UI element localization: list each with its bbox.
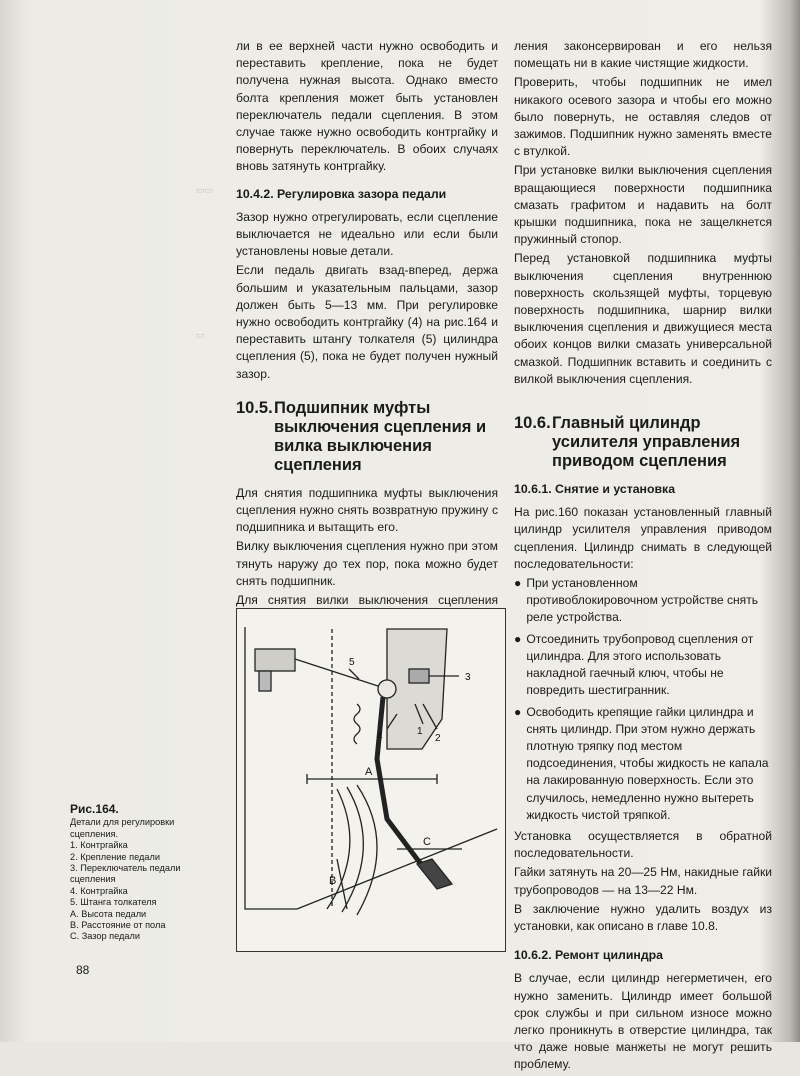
- caption-legend-item: 4. Контргайка: [70, 885, 128, 896]
- section-10-6-1-heading: 10.6.1. Снятие и установка: [514, 482, 676, 497]
- dimension-b: [337, 859, 347, 909]
- right-column: [514, 38, 772, 1076]
- label-c: C: [423, 836, 431, 848]
- label-b: B: [329, 875, 337, 887]
- paragraph: При установке вилки выключения сцепления вращающиеся поверхности подшипника смазать графитом и надавить на болт крышки подшипника, пока не защелкнется пружинный стопор.: [514, 163, 772, 247]
- bleed-through-mark: ▭: [196, 330, 205, 340]
- list-item-text: Отсоединить трубопровод сцепления от цилиндра. Для этого использовать накладной гаечный ключ, чтобы не повредить шестигранник.: [526, 631, 754, 698]
- section-10-4-2-heading: 10.4.2. Регулировка зазора педали: [236, 186, 447, 201]
- callout-1: 1: [417, 726, 423, 737]
- section-number: 10.6.: [514, 414, 551, 433]
- bullet-icon: ●: [514, 576, 522, 591]
- bullet-icon: ●: [514, 631, 522, 646]
- list-item: [514, 631, 772, 700]
- push-rod: [295, 659, 387, 689]
- intro-paragraph: ли в ее верхней части нужно освободить и переставить крепление, пока не будет получена нужная высота. Однако вместо болта крепления может быть установлен переключатель педали сцепления. В этом случае также нужно освободить контргайку и повернуть переключатель. В обоих случаях вновь затянуть контргайку.: [236, 39, 498, 174]
- pivot-bolt: [378, 680, 396, 698]
- paragraph: Установка осуществляется в обратной последовательности.: [514, 828, 772, 861]
- caption-legend-item: 1. Контргайка: [70, 840, 128, 851]
- list-item: [514, 704, 772, 824]
- caption-legend-item: C. Зазор педали: [70, 931, 141, 942]
- label-a: A: [365, 766, 373, 778]
- left-column: [236, 38, 498, 680]
- paragraph: Вилку выключения сцепления нужно при этом тянуть наружу до тех пор, пока можно будет снять подшипник.: [236, 539, 498, 588]
- paragraph: Для снятия подшипника муфты выключения сцепления нужно снять возвратную пружину с подшипника и вытащить его.: [236, 485, 498, 535]
- caption-legend-item: A. Высота педали: [70, 908, 147, 919]
- list-item-text: При установленном противоблокировочном устройстве снять реле устройства.: [526, 576, 759, 625]
- contour-line: [357, 785, 377, 915]
- list-item-text: Освободить крепящие гайки цилиндра и снять цилиндр. При этом нужно держать плотную тряпку под местом подсоединения, чтобы жидкость не капала на лакированную поверхность. Если это случилось, немедленно нужно вытереть жидкость чистой тряпкой.: [526, 704, 769, 822]
- section-number: 10.5.: [236, 398, 273, 417]
- paragraph: Проверить, чтобы подшипник не имел никакого осевого зазора и чтобы его можно было повернуть, не оставляя следов от зажимов. Подшипник нужно заменять вместе с втулкой.: [514, 75, 772, 159]
- figure-164-illustration: [236, 608, 506, 952]
- callout-3: 3: [465, 672, 471, 683]
- callout-4: 4: [377, 731, 383, 742]
- caption-legend-item: 2. Крепление педали: [70, 851, 160, 862]
- pedal-pad: [417, 859, 452, 889]
- callout-2: 2: [435, 733, 441, 744]
- paragraph: Если педаль двигать взад-вперед, держа большим и указательным пальцами, зазор должен быть 5—13 мм. При регулировке нужно освободить контргайку (4) на рис.164 и переставить штангу толкателя (5) цилиндра сцепления (5), пока не будет получен нужный зазор.: [236, 263, 498, 381]
- section-10-5-heading: [236, 399, 498, 475]
- paragraph: На рис.160 показан установленный главный цилиндр усилителя управления приводом сцепления. Цилиндр снимать в следующей последовательности:: [514, 505, 772, 571]
- callout-5: 5: [349, 657, 355, 668]
- caption-subtitle: Детали для регулировки сцепления.: [70, 817, 175, 839]
- caption-title: Рис.164.: [70, 802, 119, 816]
- paragraph: ления законсервирован и его нельзя помещать ни в какие чистящие жидкости.: [514, 39, 772, 71]
- section-title: Подшипник муфты выключения сцепления и вилка выключения сцепления: [274, 398, 487, 474]
- contour-line: [342, 787, 363, 912]
- paragraph: Зазор нужно отрегулировать, если сцепление выключается не идеально или если были установлены новые детали.: [236, 209, 498, 259]
- paragraph: В случае, если цилиндр негерметичен, его нужно заменить. Цилиндр имеет большой срок службы и при сильном износе можно легко проникнуть в отверстие цилиндра, так что даже новые манжеты не могут решить проблему.: [514, 971, 772, 1072]
- contour-line: [327, 789, 350, 909]
- section-title: Главный цилиндр усилителя управления приводом сцепления: [552, 414, 741, 471]
- cylinder-reservoir: [259, 671, 271, 691]
- master-cylinder: [255, 649, 295, 671]
- pedal-switch: [409, 669, 429, 683]
- section-10-6-heading: [514, 414, 772, 471]
- bleed-through-mark: ▭▭: [196, 185, 214, 195]
- caption-legend-item: 3. Переключатель педали сцепления: [70, 863, 181, 885]
- caption-legend-item: B. Расстояние от пола: [70, 920, 166, 931]
- paragraph: Гайки затянуть на 20—25 Нм, накидные гайки трубопроводов — на 13—22 Нм.: [514, 865, 772, 897]
- paragraph: Для снятия вилки выключения сцепления: [236, 593, 498, 608]
- return-spring: [354, 704, 360, 744]
- section-10-6-2-heading: 10.6.2. Ремонт цилиндра: [514, 948, 663, 963]
- floor-line: [297, 829, 497, 909]
- list-item: [514, 575, 772, 627]
- paragraph: Перед установкой подшипника муфты выключения сцепления внутреннюю поверхность скользящей муфты, торцевую поверхность подшипника, шарнир вилки выключения сцепления и движущиеся места обоих концов вилки смазать универсальной смазкой. Подшипник вставить и соединить с вилкой выключения сцепления.: [514, 251, 772, 386]
- page-number: 88: [76, 963, 90, 977]
- caption-legend-item: 5. Штанга толкателя: [70, 897, 157, 908]
- clutch-pedal-drawing: [237, 609, 505, 951]
- figure-caption: [70, 804, 220, 943]
- paragraph: В заключение нужно удалить воздух из установки, как описано в главе 10.8.: [514, 901, 772, 933]
- bullet-icon: ●: [514, 704, 522, 719]
